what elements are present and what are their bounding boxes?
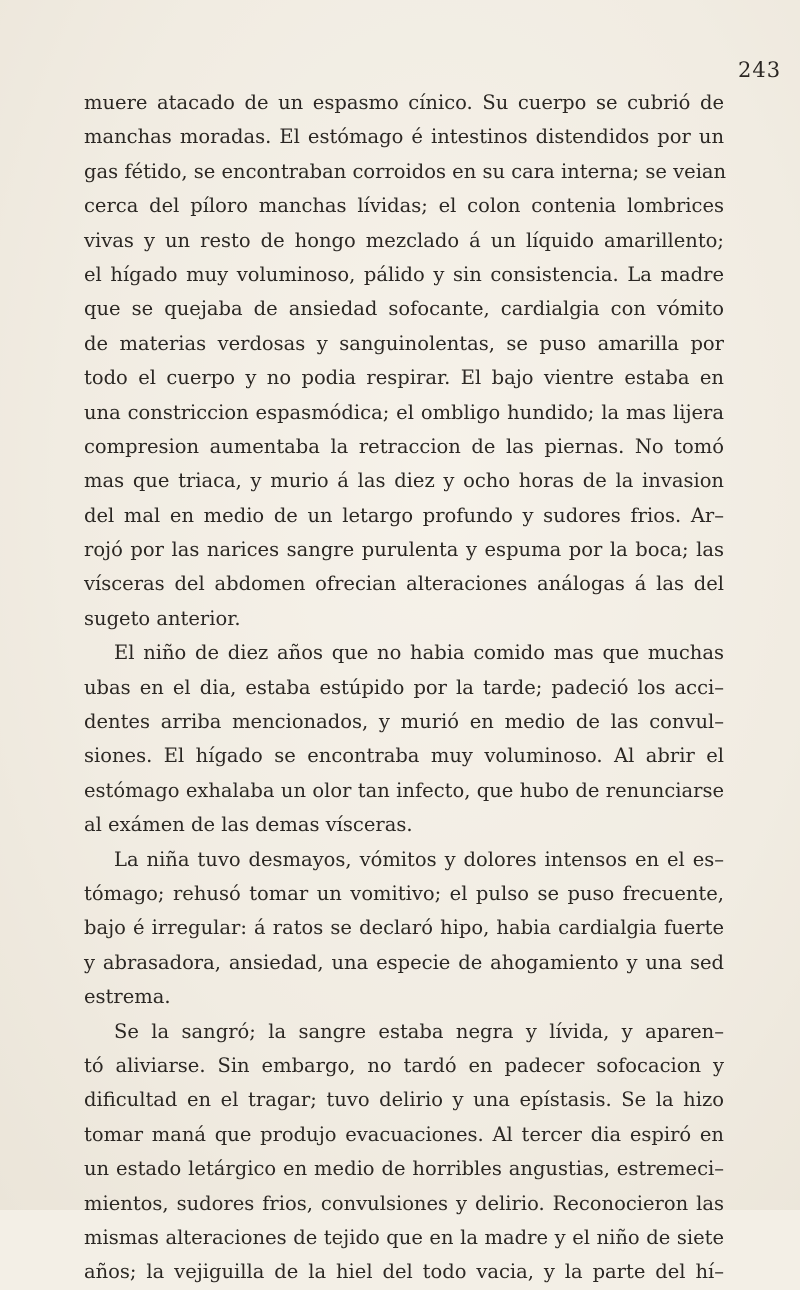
text-line: compresion aumentaba la retraccion de las piernas. No tomó (84, 434, 724, 458)
text-line: Se la sangró; la sangre estaba negra y lívida, y aparen– (114, 1019, 724, 1043)
text-line: estrema. (84, 985, 171, 1009)
text-line: dentes arriba mencionados, y murió en medio de las convul– (84, 710, 724, 734)
text-line: rojó por las narices sangre purulenta y espuma por la boca; las (84, 538, 724, 562)
text-line: que se quejaba de ansiedad sofocante, cardialgia con vómito (84, 297, 724, 321)
text-line: mismas alteraciones de tejido que en la madre y el niño de siete (84, 1225, 724, 1249)
text-line: El niño de diez años que no habia comido mas que muchas (114, 641, 724, 665)
text-line: una constriccion espasmódica; el ombligo hundido; la mas lijera (84, 400, 724, 424)
page-number: 243 (738, 58, 782, 82)
text-line: tómago; rehusó tomar un vomitivo; el pulso se puso frecuente, (84, 881, 724, 905)
text-line: cerca del píloro manchas lívidas; el colon contenia lombrices (84, 194, 724, 218)
text-line: bajo é irregular: á ratos se declaró hipo, habia cardialgia fuerte (84, 916, 724, 940)
text-line: mientos, sudores frios, convulsiones y delirio. Reconocieron las (84, 1191, 724, 1215)
text-line: todo el cuerpo y no podia respirar. El bajo vientre estaba en (84, 366, 724, 390)
text-line: tó aliviarse. Sin embargo, no tardó en padecer sofocacion y (84, 1053, 724, 1077)
text-line: manchas moradas. El estómago é intestinos distendidos por un (84, 125, 724, 149)
text-line: y abrasadora, ansiedad, una especie de ahogamiento y una sed (84, 950, 724, 974)
text-line: gas fétido, se encontraban corroidos en su cara interna; se veian (84, 159, 727, 183)
body-text (84, 86, 727, 1290)
text-line: al exámen de las demas vísceras. (84, 813, 413, 837)
text-line: tomar maná que produjo evacuaciones. Al tercer dia espiró en (84, 1122, 724, 1146)
text-line: un estado letárgico en medio de horribles angustias, estremeci– (84, 1157, 724, 1181)
text-line: el hígado muy voluminoso, pálido y sin consistencia. La madre (84, 262, 724, 286)
text-line: ubas en el dia, estaba estúpido por la tarde; padeció los acci– (84, 675, 724, 699)
text-line: estómago exhalaba un olor tan infecto, que hubo de renunciarse (84, 778, 724, 802)
text-line: vísceras del abdomen ofrecian alteraciones análogas á las del (84, 572, 724, 596)
text-line: siones. El hígado se encontraba muy voluminoso. Al abrir el (84, 744, 724, 768)
text-line: La niña tuvo desmayos, vómitos y dolores intensos en el es– (114, 847, 724, 871)
text-line: de materias verdosas y sanguinolentas, se puso amarilla por (84, 331, 724, 355)
text-line: del mal en medio de un letargo profundo y sudores frios. Ar– (84, 503, 724, 527)
text-line: sugeto anterior. (84, 606, 241, 630)
text-line: mas que triaca, y murio á las diez y ocho horas de la invasion (84, 469, 724, 493)
text-line: dificultad en el tragar; tuvo delirio y una epístasis. Se la hizo (84, 1088, 724, 1112)
text-line: años; la vejiguilla de la hiel del todo vacia, y la parte del hí– (84, 1260, 724, 1284)
text-line: muere atacado de un espasmo cínico. Su cuerpo se cubrió de (84, 91, 724, 114)
text-line: vivas y un resto de hongo mezclado á un líquido amarillento; (84, 228, 724, 252)
